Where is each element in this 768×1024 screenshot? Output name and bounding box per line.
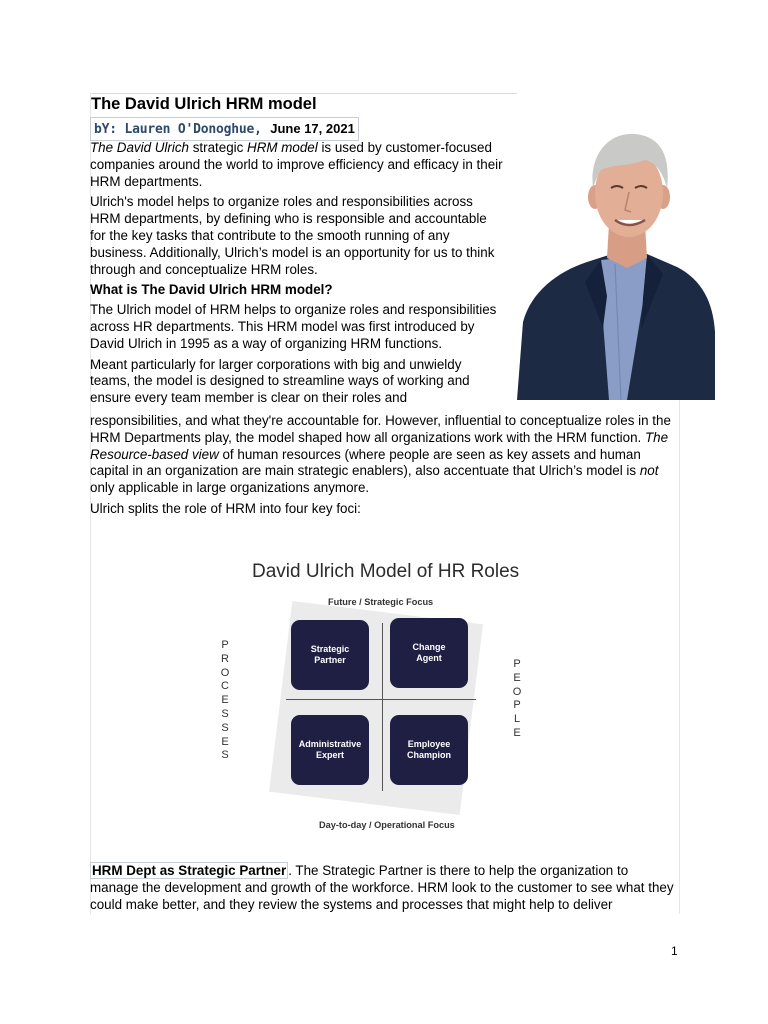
quadrant-administrative-expert: Administrative Expert	[291, 715, 369, 785]
processes-label: P R O C E S S E S	[220, 639, 230, 762]
horizontal-axis	[286, 699, 476, 700]
intro-text-2: is used by customer-focused companies around the world to improve efficiency and efficacy in their HRM departments.	[90, 140, 503, 189]
figure-title: David Ulrich Model of HR Roles	[252, 561, 520, 582]
page-number: 1	[671, 944, 678, 958]
byline	[90, 117, 359, 141]
para4-emphasis-not: not	[639, 463, 659, 479]
strategic-partner-heading: HRM Dept as Strategic Partner	[92, 863, 287, 878]
figure-bottom-label: Day-to-day / Operational Focus	[319, 820, 455, 830]
quadrant-strategic-partner: Strategic Partner	[291, 620, 369, 690]
strategic-partner-paragraph	[90, 863, 678, 913]
full-width-column	[90, 413, 678, 522]
quadrant-employee-champion: Employee Champion	[390, 715, 468, 785]
para4-text-1: responsibilities, and what they're accountable for. However, influential to conceptualize roles in the HRM Departments play, the model shaped how all organizations work with the HRM function.	[90, 413, 671, 445]
section-heading-what-is: What is The David Ulrich HRM model?	[90, 282, 333, 298]
strategic-partner-text: . The Strategic Partner is there to help the organization to manage the development and growth of the workforce. HRM look to the customer to see what they could make better, and they review the systems and processes that might help to deliver	[90, 863, 674, 912]
intro-column	[90, 140, 505, 411]
intro-emphasis-hrm: HRM model	[247, 140, 318, 155]
intro-paragraph	[90, 140, 505, 190]
para4-text-3: only applicable in large organizations anymore.	[90, 480, 370, 496]
paragraph-5: Ulrich splits the role of HRM into four key foci:	[90, 500, 361, 516]
document-title: The David Ulrich HRM model	[91, 95, 317, 113]
paragraph-4-start: Meant particularly for larger corporations with big and unwieldy teams, the model is designed to streamline ways of working and ensure every team member is clear on their roles and	[90, 356, 470, 406]
figure-top-label: Future / Strategic Focus	[328, 597, 434, 607]
vertical-axis	[382, 623, 383, 791]
paragraph-4-continued	[90, 413, 678, 497]
paragraph-3: The Ulrich model of HRM helps to organize roles and responsibilities across HR departments. This HRM model was first introduced by David Ulrich in 1995 as a way of organizing HRM functions.	[90, 302, 497, 351]
strategic-partner-section	[90, 863, 678, 913]
quadrant-change-agent: Change Agent	[390, 618, 468, 688]
para4-emphasis-rbv: The Resource-based view	[90, 429, 669, 462]
paragraph-2: Ulrich's model helps to organize roles and responsibilities across HRM departments, by defining who is responsible and accountable for the key tasks that contribute to the smooth running of any business. Additionally, Ulrich’s model is an opportunity for us to think through and conceptualize HRM roles.	[90, 194, 495, 277]
people-label: P E O P L E	[512, 658, 522, 739]
para4-text-2: of human resources (where people are seen as key assets and human capital in an organization are main strategic enablers), also accentuate that Ulrich’s model is	[90, 446, 641, 479]
portrait-illustration	[517, 92, 715, 400]
publish-date: June 17, 2021	[270, 121, 355, 136]
ulrich-model-figure	[180, 550, 560, 840]
author-portrait-photo	[517, 92, 715, 400]
intro-text-1: strategic	[188, 140, 248, 155]
author-name: bY: Lauren O'Donoghue,	[94, 122, 262, 137]
intro-emphasis-ulrich: The David Ulrich	[90, 140, 189, 155]
